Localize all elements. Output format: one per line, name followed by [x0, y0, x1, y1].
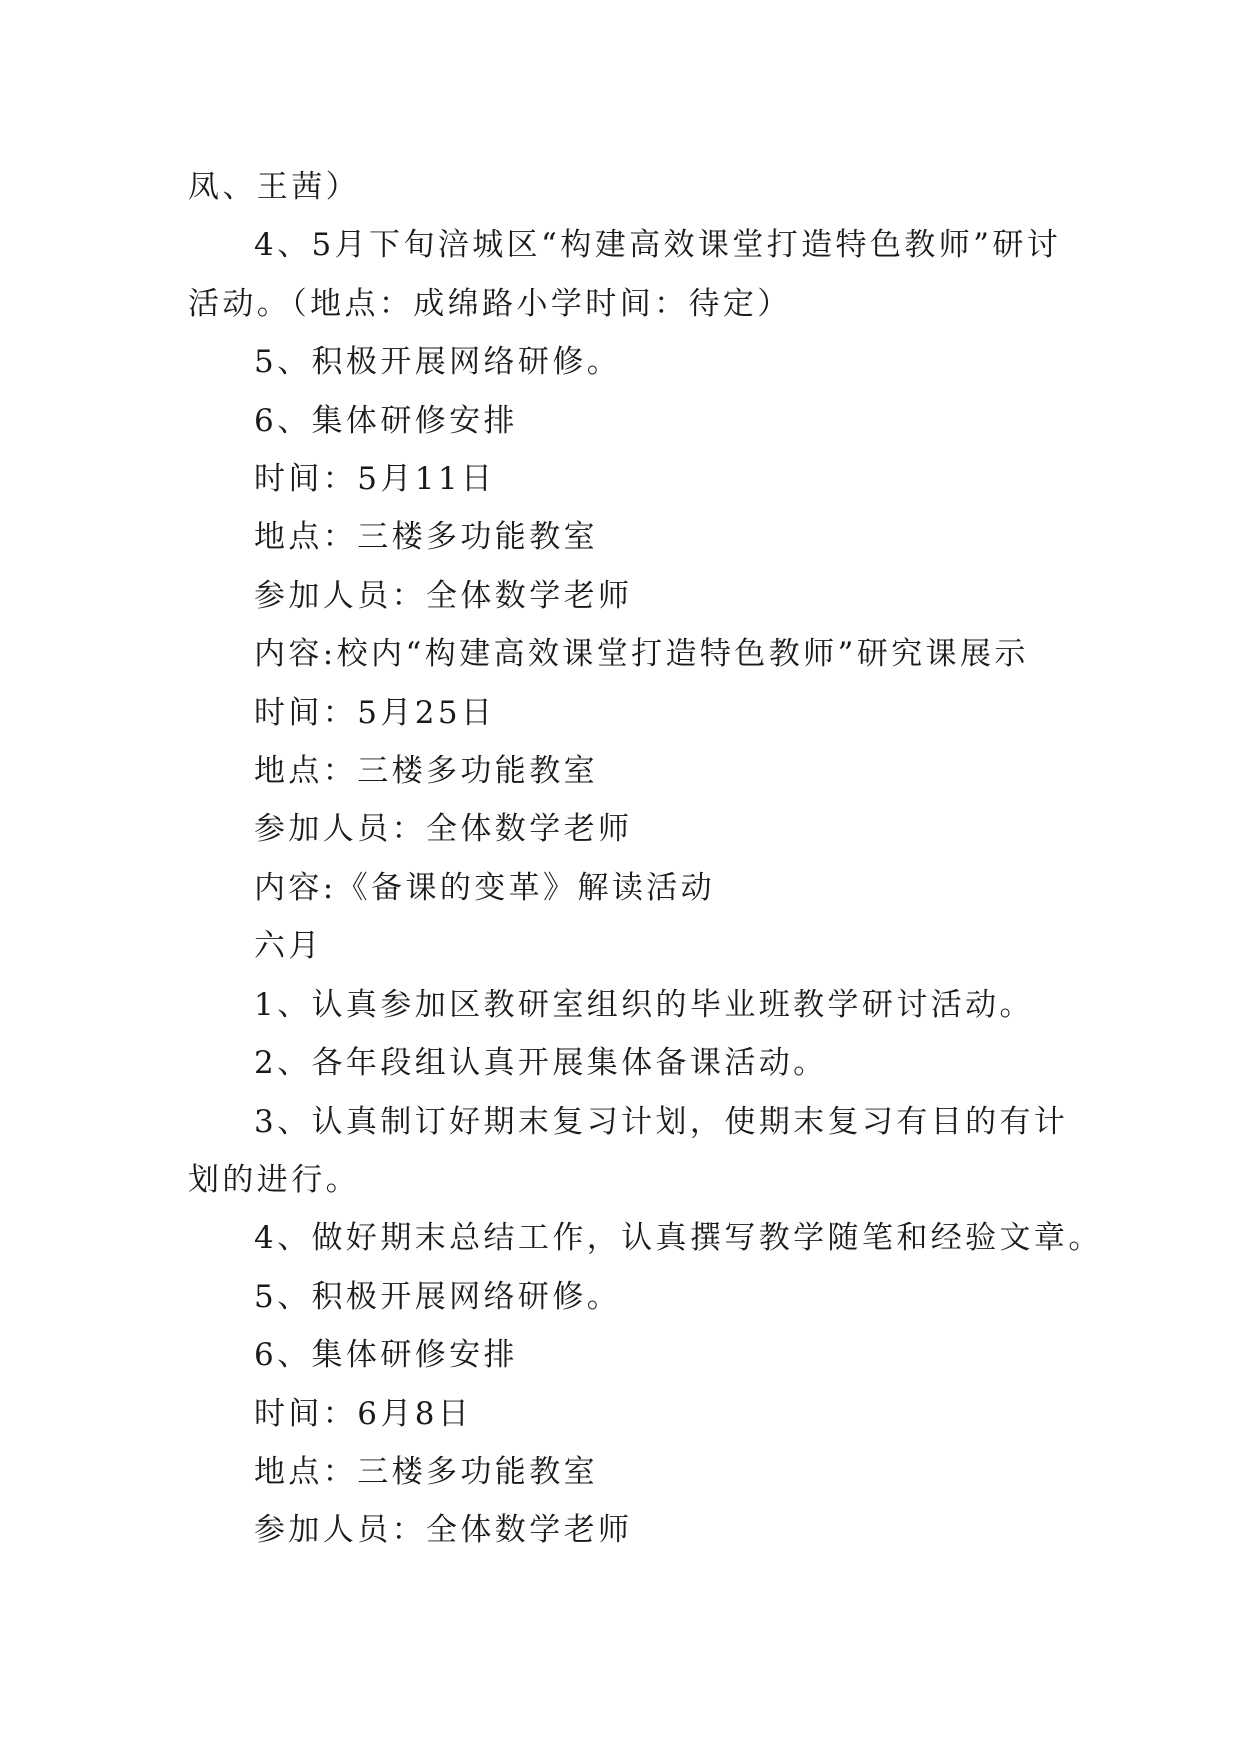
- paragraph-line: 地点：三楼多功能教室: [254, 1453, 598, 1490]
- paragraph-line: 地点：三楼多功能教室: [254, 519, 598, 556]
- paragraph-line: 时间：5月25日: [254, 694, 496, 731]
- paragraph-line: 划的进行。: [188, 1161, 360, 1198]
- paragraph-line: 6、集体研修安排: [254, 1337, 518, 1374]
- paragraph-line: 参加人员：全体数学老师: [254, 811, 633, 848]
- paragraph-line: 活动。（地点：成绵路小学时间：待定）: [188, 285, 792, 322]
- paragraph-line: 地点：三楼多功能教室: [254, 753, 598, 790]
- section-heading: 六月: [254, 928, 323, 965]
- paragraph-line: 参加人员：全体数学老师: [254, 577, 633, 614]
- paragraph-line: 1、认真参加区教研室组织的毕业班教学研讨活动。: [254, 986, 1034, 1023]
- paragraph-line: 时间：6月8日: [254, 1395, 473, 1432]
- paragraph-line: 时间：5月11日: [254, 461, 496, 498]
- paragraph-line: 内容:《备课的变革》解读活动: [254, 869, 716, 906]
- paragraph-line: 5、积极开展网络研修。: [254, 1278, 622, 1315]
- paragraph-line: 3、认真制订好期末复习计划，使期末复习有目的有计: [254, 1103, 1069, 1140]
- paragraph-line: 6、集体研修安排: [254, 402, 518, 439]
- paragraph-line: 5、积极开展网络研修。: [254, 344, 622, 381]
- document-body: [188, 158, 1103, 1560]
- paragraph-line: 参加人员：全体数学老师: [254, 1512, 633, 1549]
- paragraph-line: 凤、王茜）: [188, 169, 360, 205]
- paragraph-line: 内容:校内“构建高效课堂打造特色教师”研究课展示: [254, 636, 1029, 673]
- paragraph-line: 4、5月下旬涪城区“构建高效课堂打造特色教师”研讨: [254, 227, 1062, 264]
- paragraph-line: 2、各年段组认真开展集体备课活动。: [254, 1045, 828, 1082]
- paragraph-line: 4、做好期末总结工作，认真撰写教学随笔和经验文章。: [254, 1220, 1103, 1257]
